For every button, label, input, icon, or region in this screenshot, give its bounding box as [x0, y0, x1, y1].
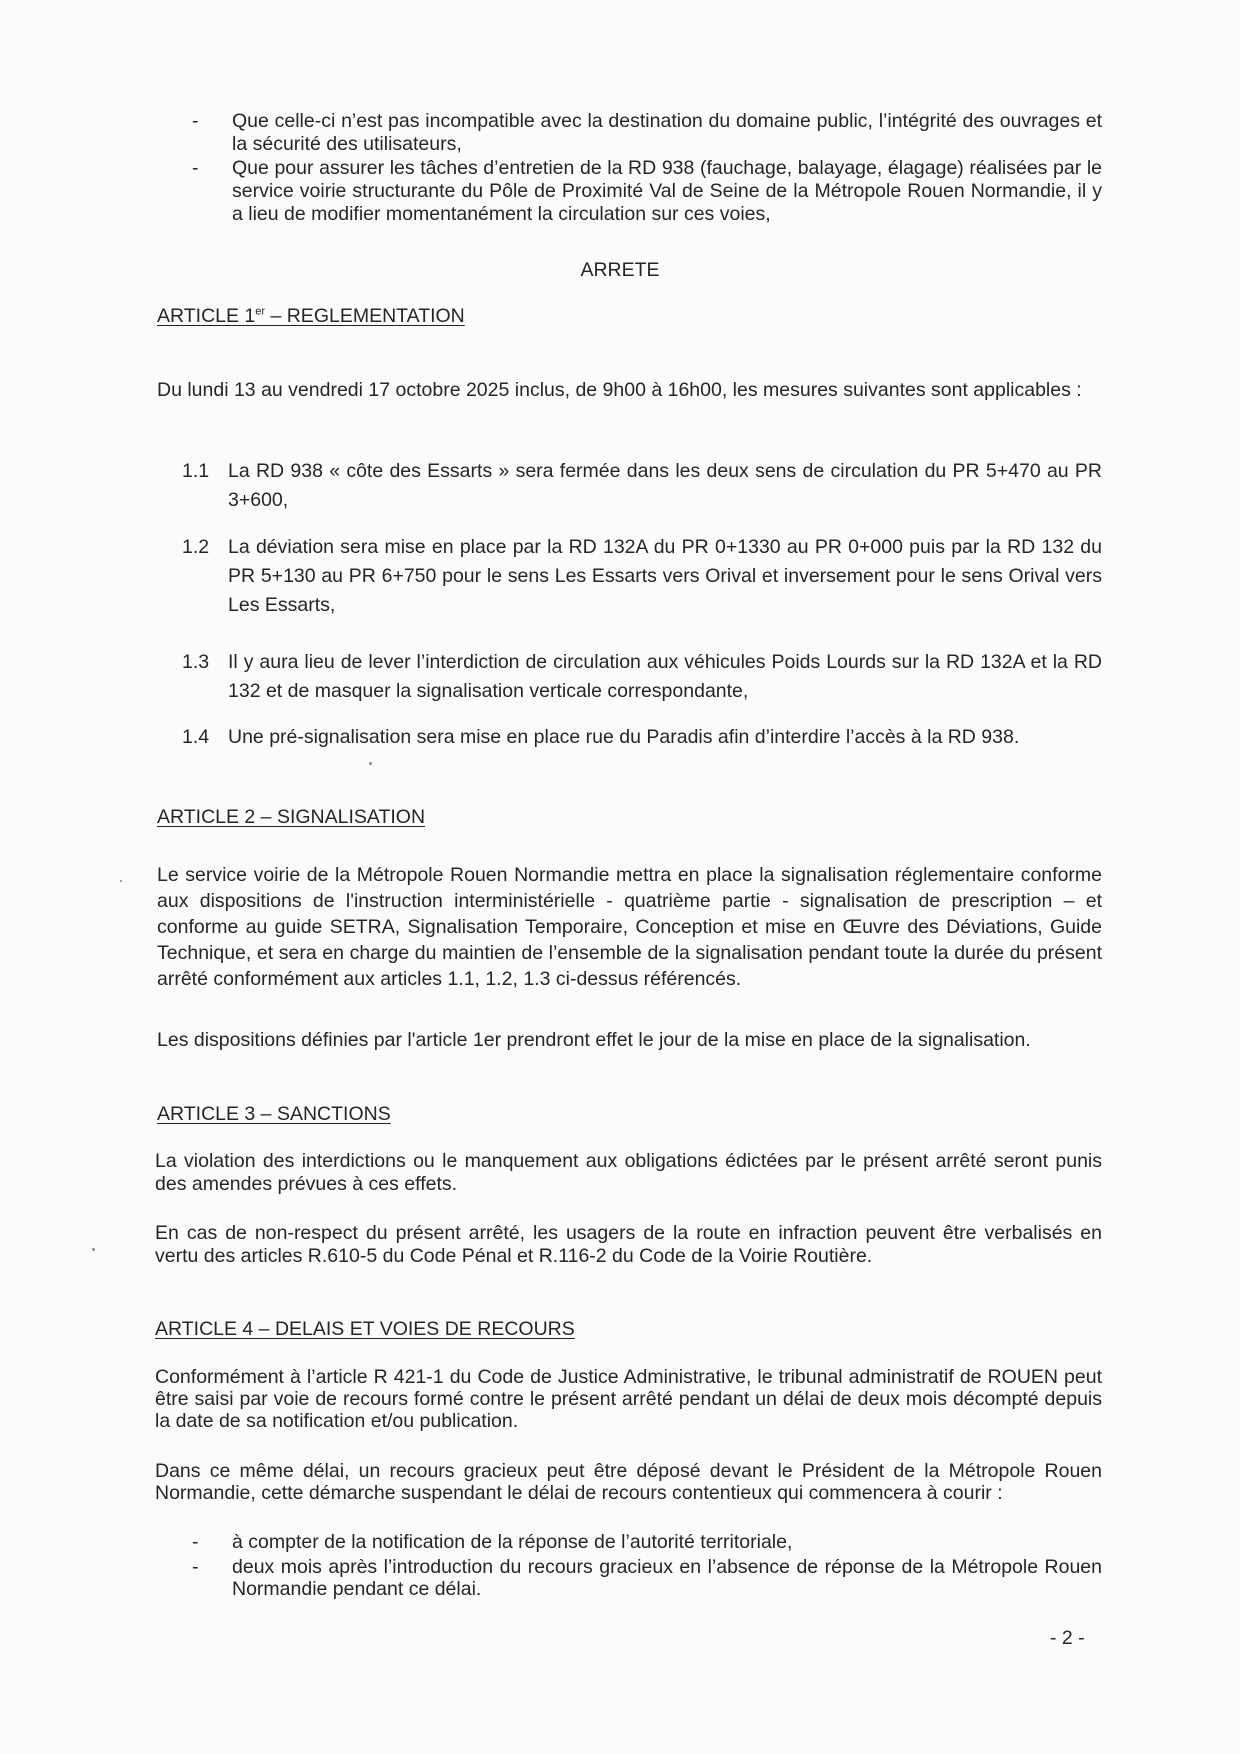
list-dash: - — [192, 1556, 199, 1578]
article-4-item-text: à compter de la notification de la réponse de l’autorité territoriale, — [232, 1531, 793, 1553]
scan-speck — [369, 762, 372, 765]
article-1-heading-label: ARTICLE 1 — [157, 305, 256, 327]
article-1-item — [182, 457, 1102, 515]
item-number: 1.3 — [182, 651, 210, 673]
scan-speck — [120, 880, 122, 882]
article-1-item — [182, 533, 1102, 620]
article-4-list-item — [192, 1556, 1102, 1600]
item-text: La RD 938 « côte des Essarts » sera fermée dans les deux sens de circulation du PR 5+470 au PR 3+600, — [228, 460, 1102, 511]
scan-speck — [92, 1248, 95, 1251]
list-dash: - — [192, 1531, 199, 1553]
intro-item-text: Que pour assurer les tâches d’entretien de la RD 938 (fauchage, balayage, élagage) réalisées par le service voirie structurante du Pôle de Proximité Val de Seine de la Métropole Rouen Normandie, il y a lieu de modifier momentanément la circulation sur ces voies, — [232, 157, 1102, 225]
item-number: 1.4 — [182, 726, 210, 748]
item-text: Une pré-signalisation sera mise en place rue du Paradis afin d’interdire l’accès à la RD 938. — [228, 726, 1020, 748]
article-1-heading-title: – REGLEMENTATION — [265, 305, 465, 327]
article-1-heading — [157, 304, 465, 328]
article-3-paragraph: En cas de non-respect du présent arrêté, les usagers de la route en infraction peuvent être verbalisés en vertu des articles R.610-5 du Code Pénal et R.116-2 du Code de la Voirie Routière. — [155, 1222, 1102, 1267]
article-1-item — [182, 648, 1102, 706]
article-2-paragraph: Le service voirie de la Métropole Rouen Normandie mettra en place la signalisation réglementaire conforme aux dispositions de l'instruction interministérielle - quatrième partie - signalisation de prescription – et conforme au guide SETRA, Signalisation Temporaire, Conception et mise en Œuvre des Déviations, Guide Technique, et sera en charge du maintien de l’ensemble de la signalisation pendant toute la durée du présent arrêté conformément aux articles 1.1, 1.2, 1.3 ci-dessus référencés. — [157, 864, 1102, 990]
article-1-item — [182, 723, 1102, 752]
article-4-item-text: deux mois après l’introduction du recours gracieux en l’absence de réponse de la Métropole Rouen Normandie pendant ce délai. — [232, 1556, 1102, 1600]
article-4-heading: ARTICLE 4 – DELAIS ET VOIES DE RECOURS — [155, 1318, 575, 1340]
intro-item-text: Que celle-ci n’est pas incompatible avec la destination du domaine public, l’intégrité des ouvrages et la sécurité des utilisateurs, — [232, 110, 1102, 155]
item-number: 1.2 — [182, 536, 210, 558]
intro-list-item — [192, 110, 1102, 156]
item-text: La déviation sera mise en place par la RD 132A du PR 0+1330 au PR 0+000 puis par la RD 132 du PR 5+130 au PR 6+750 pour le sens Les Essarts vers Orival et inversement pour le sens Orival vers Les Essarts, — [228, 536, 1102, 616]
intro-list-item — [192, 157, 1102, 226]
article-3-heading: ARTICLE 3 – SANCTIONS — [157, 1103, 391, 1125]
list-dash: - — [192, 157, 199, 179]
article-4-list-item — [192, 1531, 1102, 1554]
article-2-heading: ARTICLE 2 – SIGNALISATION — [157, 806, 426, 828]
article-2-paragraph: Les dispositions définies par l'article 1er prendront effet le jour de la mise en place de la signalisation. — [157, 1029, 1031, 1051]
article-1-intro: Du lundi 13 au vendredi 17 octobre 2025 inclus, de 9h00 à 16h00, les mesures suivantes sont applicables : — [157, 379, 1082, 401]
article-3-paragraph: La violation des interdictions ou le manquement aux obligations édictées par le présent arrêté seront punis des amendes prévues à ces effets. — [155, 1150, 1102, 1195]
item-number: 1.1 — [182, 460, 210, 482]
item-text: Il y aura lieu de lever l’interdiction de circulation aux véhicules Poids Lourds sur la RD 132A et la RD 132 et de masquer la signalisation verticale correspondante, — [228, 651, 1102, 702]
article-4-paragraph: Dans ce même délai, un recours gracieux peut être déposé devant le Président de la Métropole Rouen Normandie, cette démarche suspendant le délai de recours contentieux qui commencera à courir : — [155, 1460, 1102, 1504]
list-dash: - — [192, 110, 199, 132]
article-4-paragraph: Conformément à l’article R 421-1 du Code de Justice Administrative, le tribunal administratif de ROUEN peut être saisi par voie de recours formé contre le présent arrêté pendant un délai de deux mois décompté depuis la date de sa notification et/ou publication. — [155, 1366, 1102, 1432]
arrete-title: ARRETE — [580, 259, 660, 281]
article-1-heading-superscript: er — [255, 305, 266, 318]
page-number: - 2 - — [1050, 1627, 1085, 1649]
